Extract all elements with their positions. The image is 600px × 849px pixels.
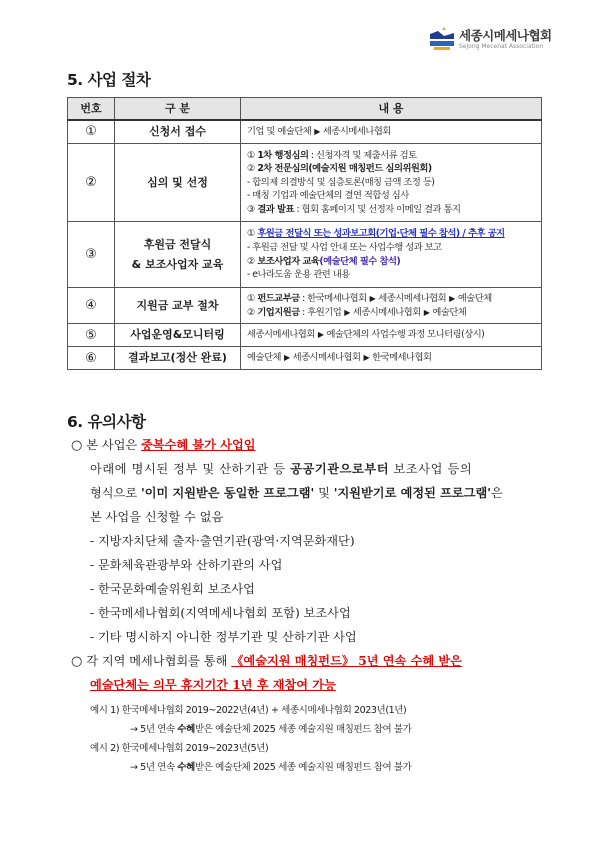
example-2-result: → 5년 연속 수혜받은 예술단체 2025 세종 예술지원 매칭펀드 참여 불가 [130, 762, 412, 773]
row-category: 심의 및 선정 [115, 144, 241, 222]
notice-1-line-3: 본 사업을 신청할 수 없음 [90, 510, 224, 524]
header-number: 번호 [68, 98, 115, 120]
list-item: - 한국메세나협회(지역메세나협회 포함) 보조사업 [90, 606, 351, 620]
table-header-row [68, 98, 542, 120]
notice-1-heading: ○ 본 사업은 중복수혜 불가 사업임 [71, 438, 256, 453]
row-category: 결과보고(정산 완료) [115, 347, 241, 370]
table-row [68, 144, 542, 222]
section-5-title: 5. 사업 절차 [67, 71, 151, 89]
notice-1-line-2: 형식으로 '이미 지원받은 동일한 프로그램' 및 '지원받기로 예정된 프로그램'은 [90, 486, 503, 500]
row-category: 지원금 교부 절차 [115, 288, 241, 324]
section-6-title: 6. 유의사항 [67, 413, 146, 431]
row-content: ① 펀드교부금 : 한국메세나협회 ▶ 세종시메세나협회 ▶ 예술단체 ② 기업지원금 : 후원기업 ▶ 세종시메세나협회 ▶ 예술단체 [241, 288, 542, 324]
row-number: ③ [68, 222, 115, 288]
example-1-result: → 5년 연속 수혜받은 예술단체 2025 세종 예술지원 매칭펀드 참여 불가 [130, 724, 412, 735]
table-row [68, 347, 542, 370]
row-content: ① 1차 행정심의 : 신청자격 및 제출서류 검토 ② 2차 전문심의(예술지원 매칭펀드 심의위원회) - 합의제 의결방식 및 심층토론(매칭 금액 조정 등) - 매칭 기업과 예술단체의 결연 적합성 심사 ③ 결과 발표 : 협회 홈페이지 및 선정자 이메일 결과 통지 [241, 144, 542, 222]
row-number: ⑥ [68, 347, 115, 370]
notice-1-line-1: 아래에 명시된 정부 및 산하기관 등 공공기관으로부터 보조사업 등의 [90, 462, 473, 476]
table-row [68, 324, 542, 347]
row-content: 예술단체 ▶ 세종시메세나협회 ▶ 한국메세나협회 [241, 347, 542, 370]
row-content: 세종시메세나협회 ▶ 예술단체의 사업수행 과정 모니터링(상시) [241, 324, 542, 347]
header-category: 구 분 [115, 98, 241, 120]
logo-subtitle: Sejong Mecenat Association [459, 43, 544, 50]
list-item: - 문화체육관광부와 산하기관의 사업 [90, 558, 283, 572]
row-content: ① 후원금 전달식 또는 성과보고회(기업·단체 필수 참석) / 추후 공지 - 후원금 전달 및 사업 안내 또는 사업수행 성과 보고 ② 보조사업자 교육(예술단체 필수 참석) - e나라도움 운용 관련 내용 [241, 222, 542, 288]
example-1: 예시 1) 한국메세나협회 2019~2022년(4년) + 세종시메세나협회 2023년(1년) [90, 705, 407, 716]
row-category: 후원금 전달식 & 보조사업자 교육 [115, 222, 241, 288]
example-2: 예시 2) 한국메세나협회 2019~2023년(5년) [90, 743, 269, 754]
logo-title: 세종시메세나협회 [459, 28, 552, 43]
row-category: 신청서 접수 [115, 120, 241, 144]
row-content: 기업 및 예술단체 ▶ 세종시메세나협회 [241, 120, 542, 144]
notice-2-line-1: ○ 각 지역 메세나협회를 통해 《예술지원 매칭펀드》 5년 연속 수혜 받은 [71, 654, 462, 669]
list-item: - 지방자치단체 출자·출연기관(광역·지역문화재단) [90, 534, 355, 548]
row-number: ① [68, 120, 115, 144]
procedure-table [67, 97, 542, 370]
row-category: 사업운영&모니터링 [115, 324, 241, 347]
list-item: - 기타 명시하지 아니한 정부기관 및 산하기관 사업 [90, 630, 357, 644]
table-row [68, 288, 542, 324]
row-number: ② [68, 144, 115, 222]
table-row [68, 222, 542, 288]
notice-2-line-2: 예술단체는 의무 휴지기간 1년 후 재참여 가능 [90, 678, 336, 692]
list-item: - 한국문화예술위원회 보조사업 [90, 582, 255, 596]
header-content: 내 용 [241, 98, 542, 120]
row-number: ④ [68, 288, 115, 324]
row-number: ⑤ [68, 324, 115, 347]
table-row [68, 120, 542, 144]
